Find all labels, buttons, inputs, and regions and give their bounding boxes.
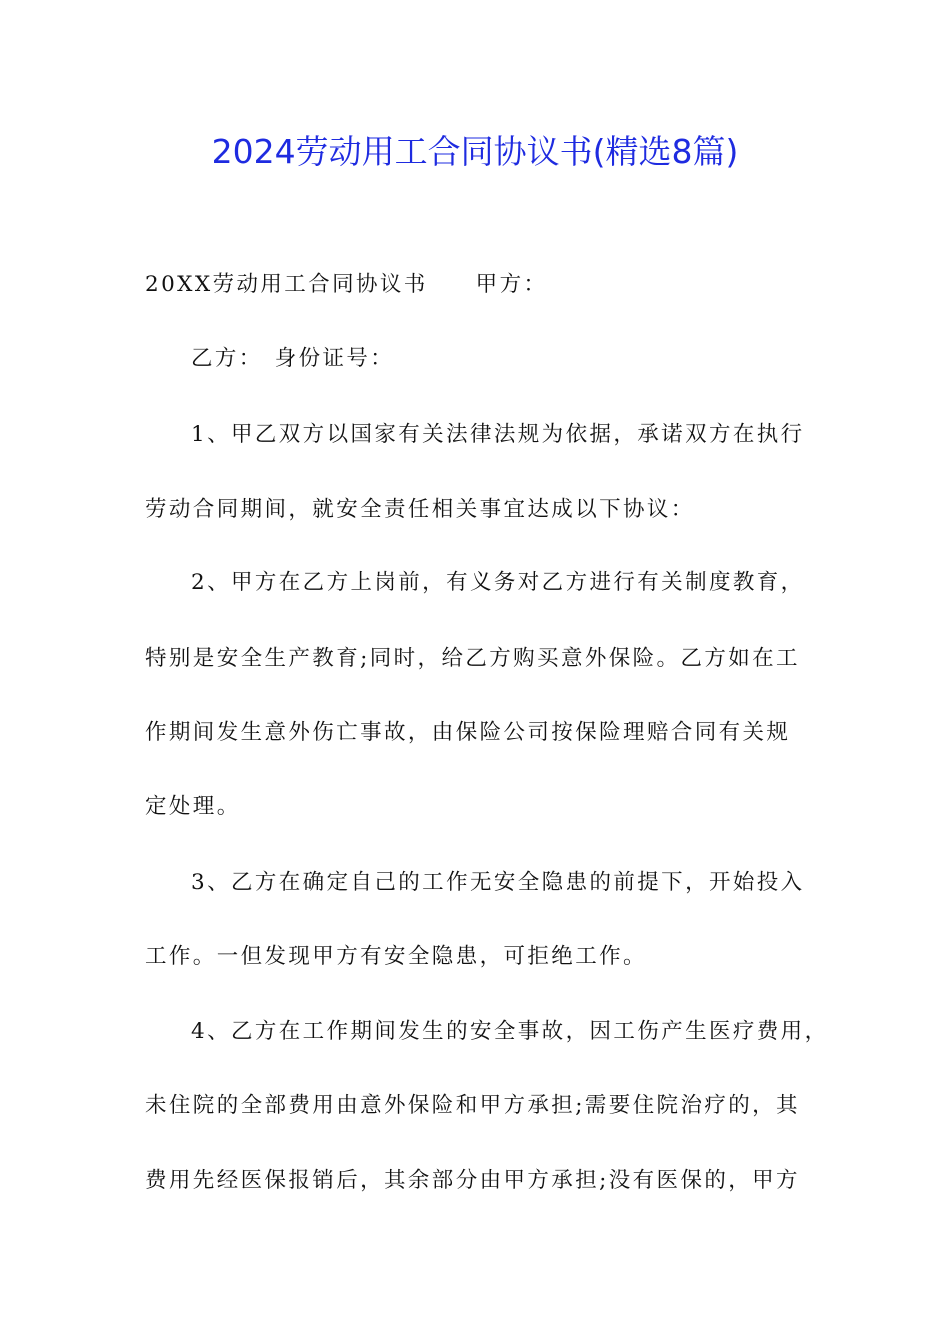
clause-1-line-1: 1、甲乙双方以国家有关法律法规为依据，承诺双方在执行	[191, 422, 805, 447]
clause-4-line-3: 费用先经医保报销后，其余部分由甲方承担;没有医保的，甲方	[145, 1168, 800, 1193]
clause-4-line-1: 4、乙方在工作期间发生的安全事故，因工伤产生医疗费用，	[191, 1019, 829, 1044]
party-a-label: 甲方：	[475, 272, 548, 297]
document-title: 2024劳动用工合同协议书(精选8篇)	[211, 132, 739, 171]
clause-2-line-4: 定处理。	[145, 794, 241, 819]
party-b-line	[191, 344, 394, 374]
clause-2-line-3: 作期间发生意外伤亡事故，由保险公司按保险理赔合同有关规	[145, 720, 791, 745]
party-b-label: 乙方：	[191, 346, 263, 371]
clause-3-line-1: 3、乙方在确定自己的工作无安全隐患的前提下，开始投入	[191, 870, 805, 895]
clause-2-line-1: 2、甲方在乙方上岗前，有义务对乙方进行有关制度教育，	[191, 570, 805, 595]
clause-2-line-2: 特别是安全生产教育;同时，给乙方购买意外保险。乙方如在工	[145, 646, 800, 671]
clause-3-line-2: 工作。一但发现甲方有安全隐患，可拒绝工作。	[145, 944, 647, 969]
id-number-label: 身份证号：	[274, 346, 395, 371]
clause-1-line-2: 劳动合同期间，就安全责任相关事宜达成以下协议：	[145, 497, 695, 522]
agreement-label: 20XX劳动用工合同协议书	[145, 272, 428, 297]
heading-line	[145, 270, 547, 300]
clause-4-line-2: 未住院的全部费用由意外保险和甲方承担;需要住院治疗的，其	[145, 1093, 800, 1118]
